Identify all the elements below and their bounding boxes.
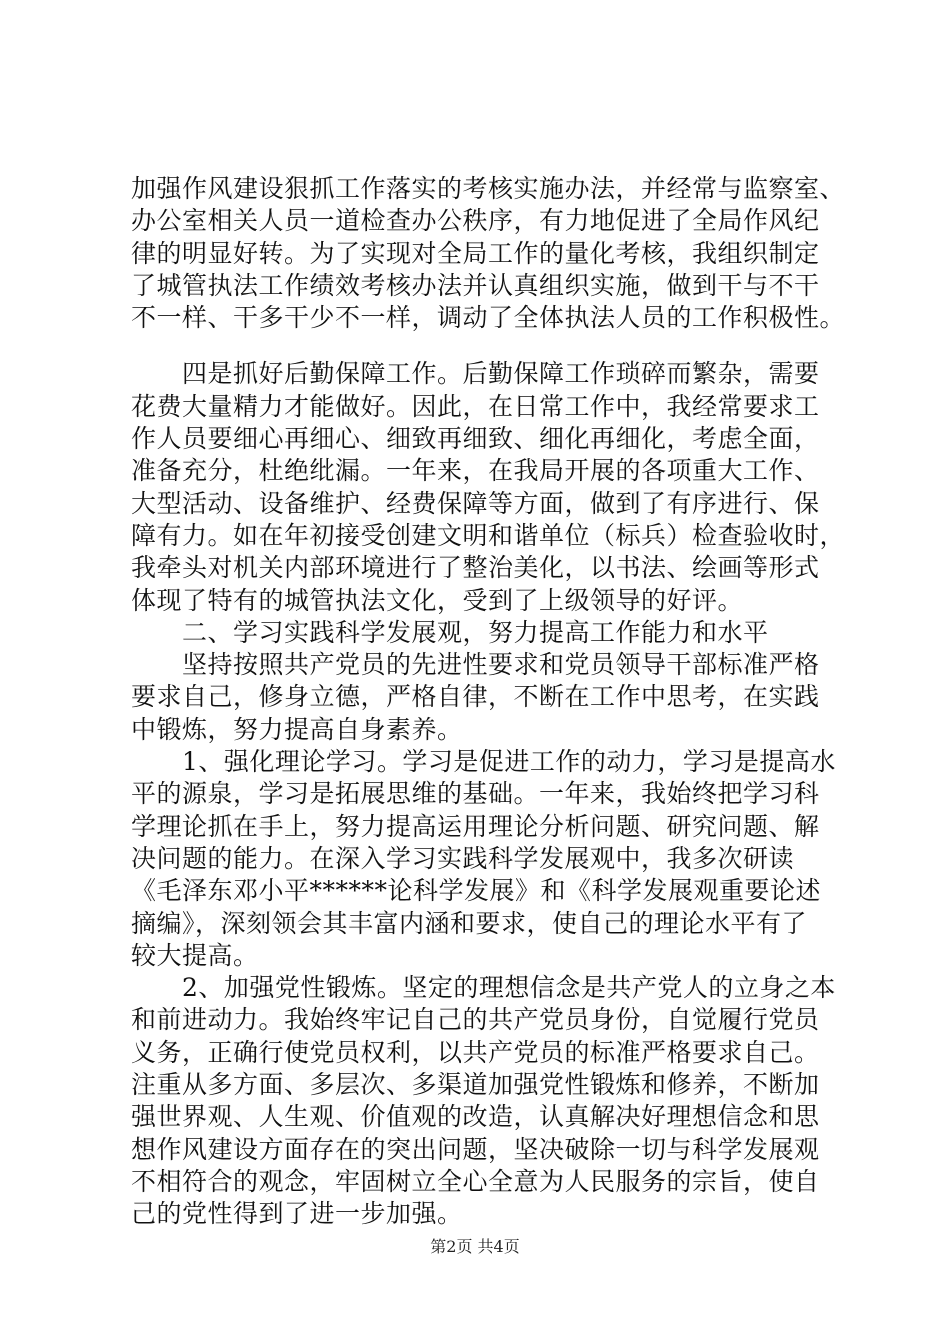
text-line: 决问题的能力。在深入学习实践科学发展观中，我多次研读 xyxy=(131,843,795,873)
text-line: 体现了特有的城管执法文化，受到了上级领导的好评。 xyxy=(131,585,744,615)
paragraph-4 xyxy=(131,746,851,972)
text-line: 作人员要细心再细心、细致再细致、细化再细化，考虑全面， xyxy=(131,424,820,454)
text-line: 不相符合的观念，牢固树立全心全意为人民服务的宗旨，使自 xyxy=(131,1166,820,1196)
text-line: 坚持按照共产党员的先进性要求和党员领导干部标准严格 xyxy=(131,650,820,680)
document-body xyxy=(131,173,851,1231)
paragraph-1 xyxy=(131,173,851,334)
text-line: 《毛泽东邓小平******论科学发展》和《科学发展观重要论述 xyxy=(131,876,822,906)
text-line: 律的明显好转。为了实现对全局工作的量化考核，我组织制定 xyxy=(131,238,820,268)
text-line: 想作风建设方面存在的突出问题，坚决破除一切与科学发展观 xyxy=(131,1134,820,1164)
heading-line: 二、学习实践科学发展观，努力提高工作能力和水平 xyxy=(131,617,769,647)
text-line: 中锻炼，努力提高自身素养。 xyxy=(131,714,463,744)
text-line: 学理论抓在手上，努力提高运用理论分析问题、研究问题、解 xyxy=(131,811,820,841)
text-line: 了城管执法工作绩效考核办法并认真组织实施，做到干与不干 xyxy=(131,270,820,300)
text-line: 花费大量精力才能做好。因此，在日常工作中，我经常要求工 xyxy=(131,391,820,421)
text-line: 准备充分，杜绝纰漏。一年来，在我局开展的各项重大工作、 xyxy=(131,456,820,486)
page-footer: 第2页 共4页 xyxy=(430,1237,520,1256)
text-line: 注重从多方面、多层次、多渠道加强党性锻炼和修养，不断加 xyxy=(131,1070,820,1100)
text-line: 平的源泉，学习是拓展思维的基础。一年来，我始终把学习科 xyxy=(131,779,820,809)
text-line: 四是抓好后勤保障工作。后勤保障工作琐碎而繁杂，需要 xyxy=(131,359,820,389)
text-line: 办公室相关人员一道检查办公秩序，有力地促进了全局作风纪 xyxy=(131,206,820,236)
paragraph-3 xyxy=(131,649,851,746)
text-line: 障有力。如在年初接受创建文明和谐单位（标兵）检查验收时， xyxy=(131,520,846,550)
text-line: 己的党性得到了进一步加强。 xyxy=(131,1199,463,1229)
text-line: 加强作风建设狠抓工作落实的考核实施办法，并经常与监察室、 xyxy=(131,174,846,203)
text-line: 义务，正确行使党员权利，以共产党员的标准严格要求自己。 xyxy=(131,1037,820,1067)
text-line: 我牵头对机关内部环境进行了整治美化，以书法、绘画等形式 xyxy=(131,553,820,583)
paragraph-2 xyxy=(131,358,851,616)
paragraph-5 xyxy=(131,972,851,1230)
text-line: 和前进动力。我始终牢记自己的共产党员身份，自觉履行党员 xyxy=(131,1005,820,1035)
text-line: 较大提高。 xyxy=(131,940,259,970)
text-line: 2、加强党性锻炼。坚定的理想信念是共产党人的立身之本 xyxy=(131,973,836,1003)
text-line: 大型活动、设备维护、经费保障等方面，做到了有序进行、保 xyxy=(131,488,820,518)
text-line: 强世界观、人生观、价值观的改造，认真解决好理想信念和思 xyxy=(131,1102,820,1132)
text-line: 要求自己，修身立德，严格自律，不断在工作中思考，在实践 xyxy=(131,682,820,712)
text-line: 摘编》，深刻领会其丰富内涵和要求，使自己的理论水平有了 xyxy=(131,908,808,938)
text-line: 1、强化理论学习。学习是促进工作的动力，学习是提高水 xyxy=(131,747,836,777)
section-heading xyxy=(131,617,851,649)
paragraph-spacer xyxy=(131,334,851,358)
text-line: 不一样、干多干少不一样，调动了全体执法人员的工作积极性。 xyxy=(131,303,846,333)
